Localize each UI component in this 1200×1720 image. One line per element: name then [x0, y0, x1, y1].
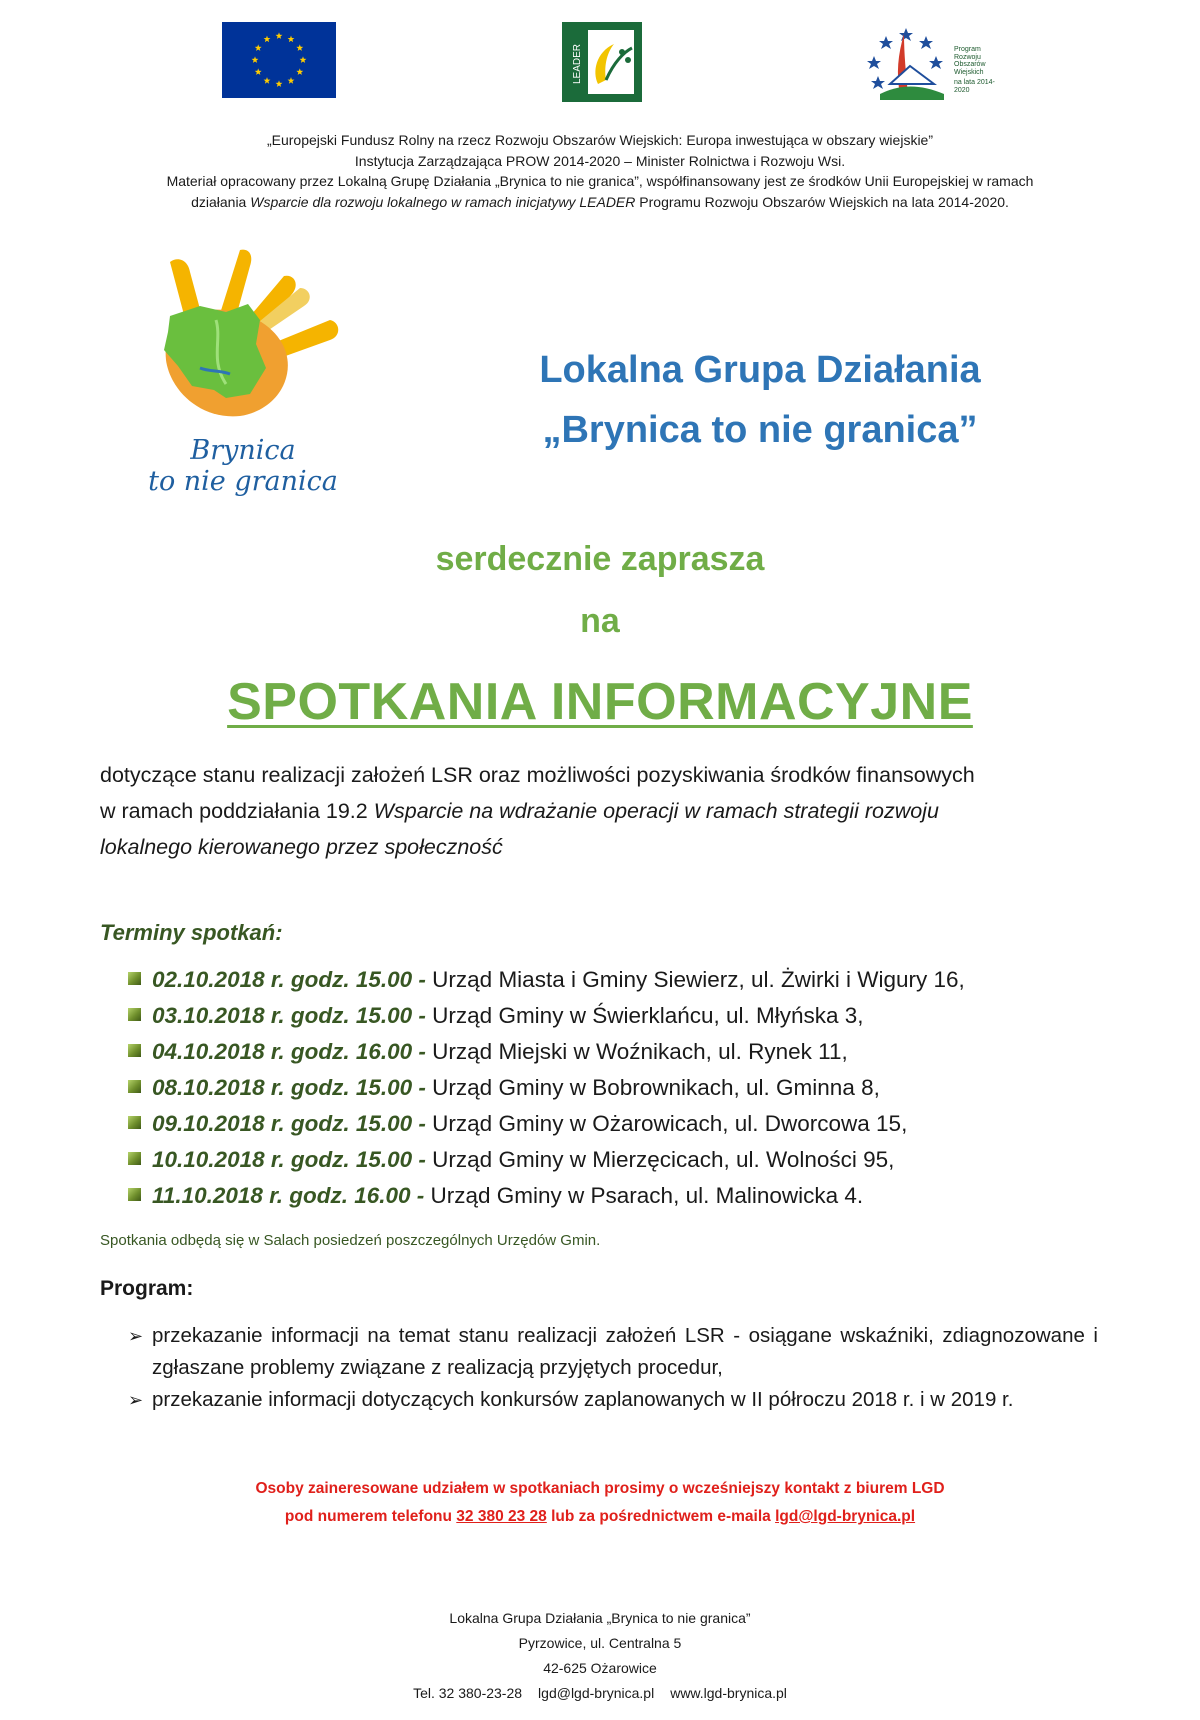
eu-star-icon: [296, 68, 303, 75]
meeting-item: 09.10.2018 r. godz. 15.00 - Urząd Gminy w Ożarowicach, ul. Dworcowa 15,: [128, 1106, 1088, 1142]
prow-logo-text: Program Rozwoju Obszarów Wiejskich na lata 2014-2020: [954, 46, 995, 94]
meeting-item: 11.10.2018 r. godz. 16.00 - Urząd Gminy w Psarach, ul. Malinowicka 4.: [128, 1178, 1088, 1214]
funding-line-4: działania Wsparcie dla rozwoju lokalnego w ramach inicjatywy LEADER Programu Rozwoju Obszarów Wiejskich na lata 2014-2020.: [191, 193, 1009, 210]
meeting-item: 04.10.2018 r. godz. 16.00 - Urząd Miejski w Woźnikach, ul. Rynek 11,: [128, 1034, 1088, 1070]
meeting-item: 02.10.2018 r. godz. 15.00 - Urząd Miasta i Gminy Siewierz, ul. Żwirki i Wigury 16,: [128, 962, 1088, 998]
square-bullet-icon: [128, 1044, 141, 1057]
eu-star-icon: [255, 44, 262, 51]
prow-logo: [860, 24, 1000, 104]
meeting-item: 10.10.2018 r. godz. 15.00 - Urząd Gminy w Mierzęcicach, ul. Wolności 95,: [128, 1142, 1088, 1178]
eu-flag-logo: [222, 22, 336, 98]
funding-header: [60, 130, 1140, 212]
funding-line-3: Materiał opracowany przez Lokalną Grupę Działania „Brynica to nie granica”, współfinansowany jest ze środków Unii Europejskiej w ramach: [166, 173, 1034, 189]
leader-logo: [562, 22, 642, 102]
eu-star-icon: [264, 36, 271, 43]
organization-title-line-2: „Brynica to nie granica”: [542, 409, 978, 451]
meeting-terms-heading: Terminy spotkań:: [100, 920, 283, 945]
eu-star-icon: [300, 56, 307, 63]
hand-map-icon: [130, 240, 360, 440]
eu-star-icon: [288, 36, 295, 43]
square-bullet-icon: [128, 1116, 141, 1129]
footer-website[interactable]: www.lgd-brynica.pl: [670, 1685, 787, 1701]
eu-star-icon: [288, 77, 295, 84]
lgd-logo-text: Brynica to nie granica: [148, 435, 338, 497]
program-item: ➢ przekazanie informacji dotyczących konkursów zaplanowanych w II półroczu 2018 r. i w 2019 r.: [128, 1384, 1098, 1416]
organization-title: [470, 340, 1050, 460]
eu-star-icon: [276, 80, 283, 87]
meeting-item: 03.10.2018 r. godz. 15.00 - Urząd Gminy w Świerklańcu, ul. Młyńska 3,: [128, 998, 1088, 1034]
funding-line-1: „Europejski Fundusz Rolny na rzecz Rozwoju Obszarów Wiejskich: Europa inwestująca w obszary wiejskie”: [266, 132, 934, 148]
meeting-list: [128, 962, 1088, 1214]
eu-star-icon: [255, 68, 262, 75]
program-heading: Program:: [100, 1277, 194, 1300]
venue-note: Spotkania odbędą się w Salach posiedzeń poszczególnych Urzędów Gmin.: [100, 1232, 601, 1249]
event-title: SPOTKANIA INFORMACYJNE: [227, 673, 973, 731]
square-bullet-icon: [128, 1152, 141, 1165]
invitation-line-1: serdecznie zaprasza: [435, 540, 765, 578]
svg-text:LEADER: LEADER: [572, 43, 583, 84]
funding-line-2: Instytucja Zarządzająca PROW 2014-2020 – Minister Rolnictwa i Rozwoju Wsi.: [354, 152, 846, 169]
footer-phone: Tel. 32 380-23-28: [413, 1685, 523, 1701]
phone-link[interactable]: 32 380 23 28: [456, 1508, 547, 1525]
program-list: [128, 1320, 1098, 1416]
prow-emblem-icon: [860, 24, 952, 104]
arrow-bullet-icon: ➢: [128, 1326, 144, 1346]
square-bullet-icon: [128, 972, 141, 985]
contact-notice: Osoby zaineresowane udziałem w spotkaniach prosimy o wcześniejszy kontakt z biurem LGD pod numerem telefonu 32 380 23 28 lub za pośrednictwem e-maila lgd@lgd-brynica.pl: [255, 1480, 945, 1525]
eu-star-icon: [296, 44, 303, 51]
square-bullet-icon: [128, 1188, 141, 1201]
meeting-item: 08.10.2018 r. godz. 15.00 - Urząd Gminy w Bobrownikach, ul. Gminna 8,: [128, 1070, 1088, 1106]
square-bullet-icon: [128, 1080, 141, 1093]
event-description: dotyczące stanu realizacji założeń LSR oraz możliwości pozyskiwania środków finansowych w ramach poddziałania 19.2 Wsparcie na wdrażanie operacji w ramach strategii rozwoju lokalnego kierowanego przez społeczność: [100, 763, 975, 859]
footer-email[interactable]: lgd@lgd-brynica.pl: [538, 1685, 655, 1701]
eu-stars-icon: [222, 22, 336, 98]
eu-star-icon: [252, 56, 259, 63]
invitation-line-2: na: [580, 602, 620, 640]
square-bullet-icon: [128, 1008, 141, 1021]
eu-star-icon: [264, 77, 271, 84]
footer-address: Lokalna Grupa Działania „Brynica to nie granica” Pyrzowice, ul. Centralna 5 42-625 Ożarowice Tel. 32 380-23-28 lgd@lgd-brynica.pl www.lgd-brynica.pl: [413, 1610, 787, 1701]
lgd-logo: [130, 240, 360, 510]
eu-star-icon: [276, 32, 283, 39]
program-item: ➢ przekazanie informacji na temat stanu realizacji założeń LSR - osiągane wskaźniki, zdiagnozowane i zgłaszane problemy związane z realizacją przyjętych procedur,: [128, 1320, 1098, 1384]
organization-title-line-1: Lokalna Grupa Działania: [539, 349, 981, 391]
email-link[interactable]: lgd@lgd-brynica.pl: [775, 1508, 916, 1525]
arrow-bullet-icon: ➢: [128, 1390, 144, 1410]
